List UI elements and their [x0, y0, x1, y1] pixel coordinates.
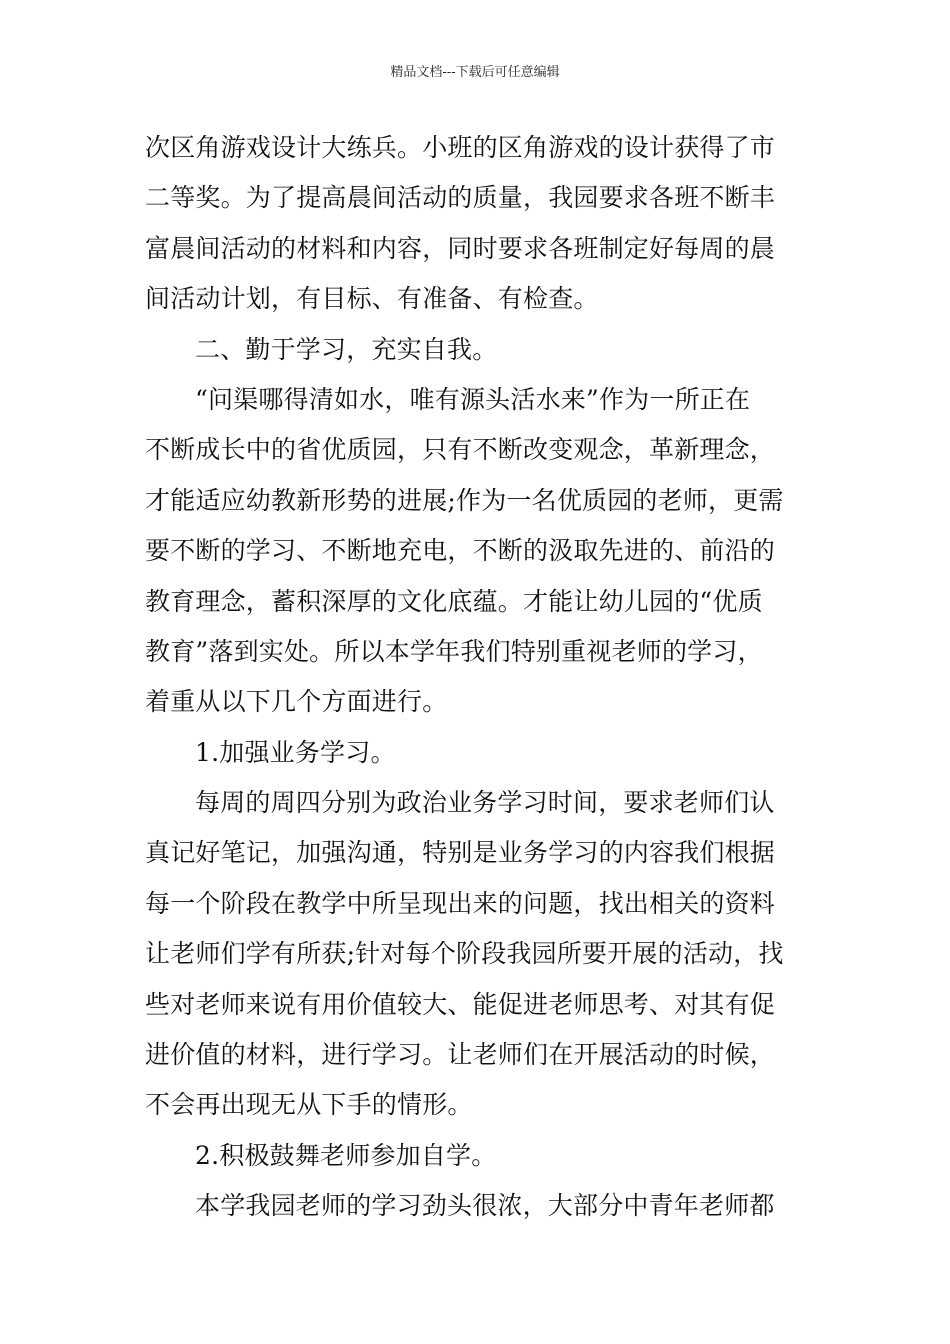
text-line: 间活动计划，有目标、有准备、有检查。	[145, 284, 599, 314]
text-line: 着重从以下几个方面进行。	[145, 687, 448, 717]
text-line: 不会再出现无从下手的情形。	[145, 1090, 473, 1120]
text-line: 二等奖。为了提高晨间活动的质量，我园要求各班不断丰	[145, 183, 776, 213]
text-line: 次区角游戏设计大练兵。小班的区角游戏的设计获得了市	[145, 133, 776, 162]
subsection-heading: 1.加强业务学习。	[195, 737, 396, 767]
text-line: 本学我园老师的学习劲头很浓，大部分中青年老师都	[195, 1191, 775, 1221]
text-line: 进价值的材料，进行学习。让老师们在开展活动的时候，	[145, 1040, 776, 1070]
document-body	[145, 123, 810, 1232]
text-line: 才能适应幼教新形势的进展;作为一名优质园的老师，更需	[145, 485, 784, 515]
section-heading: 二、勤于学习，充实自我。	[195, 334, 498, 364]
text-line: “问渠哪得清如水，唯有源头活水来”作为一所正在	[195, 384, 751, 414]
page-header: 精品文档---下载后可任意编辑	[390, 65, 560, 80]
text-line: 教育理念，蓄积深厚的文化底蕴。才能让幼儿园的“优质	[145, 586, 763, 616]
text-line: 教育”落到实处。所以本学年我们特别重视老师的学习，	[145, 636, 763, 666]
text-line: 富晨间活动的材料和内容，同时要求各班制定好每周的晨	[145, 233, 776, 263]
subsection-heading: 2.积极鼓舞老师参加自学。	[195, 1140, 497, 1170]
text-line: 些对老师来说有用价值较大、能促进老师思考、对其有促	[145, 989, 776, 1019]
text-line: 要不断的学习、不断地充电，不断的汲取先进的、前沿的	[145, 536, 776, 566]
text-line: 不断成长中的省优质园，只有不断改变观念，革新理念，	[145, 435, 776, 465]
text-line: 让老师们学有所获;针对每个阶段我园所要开展的活动，找	[145, 939, 784, 969]
text-line: 每周的周四分别为政治业务学习时间，要求老师们认	[195, 788, 775, 818]
text-line: 真记好笔记，加强沟通，特别是业务学习的内容我们根据	[145, 838, 776, 868]
text-line: 每一个阶段在教学中所呈现出来的问题，找出相关的资料	[145, 888, 776, 918]
